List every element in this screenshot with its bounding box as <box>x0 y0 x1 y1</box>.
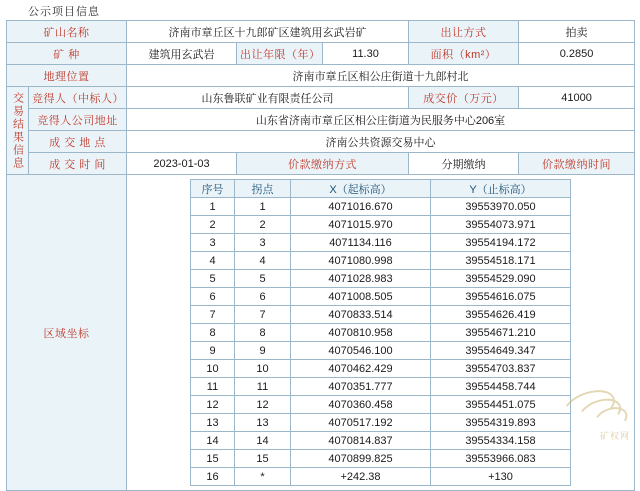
table-row-deal-place <box>7 131 635 153</box>
cell-no: 11 <box>191 378 235 396</box>
area-value: 0.2850 <box>519 43 635 65</box>
cell-y: 39554458.744 <box>431 378 571 396</box>
coordinates-header-point: 拐点 <box>235 180 291 198</box>
cell-x: 4071008.505 <box>291 288 431 306</box>
mine-name-value: 济南市章丘区十九郎矿区建筑用玄武岩矿 <box>127 21 409 43</box>
cell-point: 9 <box>235 342 291 360</box>
cell-point: 2 <box>235 216 291 234</box>
cell-y: 39554649.347 <box>431 342 571 360</box>
cell-x: 4070814.837 <box>291 432 431 450</box>
payment-mode-label: 价款缴纳方式 <box>237 153 409 175</box>
bidder-value: 山东鲁联矿业有限责任公司 <box>127 87 409 109</box>
project-info-table <box>6 20 635 491</box>
cell-no: 14 <box>191 432 235 450</box>
cell-y: 39554518.171 <box>431 252 571 270</box>
cell-no: 4 <box>191 252 235 270</box>
table-row <box>191 324 571 342</box>
cell-y: 39554194.172 <box>431 234 571 252</box>
deal-time-value: 2023-01-03 <box>127 153 237 175</box>
table-row <box>191 414 571 432</box>
term-label: 出让年限（年） <box>237 43 323 65</box>
cell-x: 4070899.825 <box>291 450 431 468</box>
cell-x: 4070546.100 <box>291 342 431 360</box>
cell-y: +130 <box>431 468 571 486</box>
payment-mode-value: 分期缴纳 <box>409 153 519 175</box>
deal-price-value: 41000 <box>519 87 635 109</box>
cell-y: 39554529.090 <box>431 270 571 288</box>
transfer-mode-value: 拍卖 <box>519 21 635 43</box>
table-row-deal-time <box>7 153 635 175</box>
cell-point: * <box>235 468 291 486</box>
coordinates-label: 区域坐标 <box>7 175 127 491</box>
cell-point: 8 <box>235 324 291 342</box>
coordinates-header-x: X（起标高） <box>291 180 431 198</box>
cell-point: 4 <box>235 252 291 270</box>
cell-x: +242.38 <box>291 468 431 486</box>
cell-x: 4070360.458 <box>291 396 431 414</box>
table-row-location <box>7 65 635 87</box>
cell-x: 4070833.514 <box>291 306 431 324</box>
cell-x: 4071028.983 <box>291 270 431 288</box>
cell-x: 4071134.116 <box>291 234 431 252</box>
cell-no: 2 <box>191 216 235 234</box>
coordinates-table <box>190 179 571 486</box>
deal-time-label: 成 交 时 间 <box>29 153 127 175</box>
table-row <box>191 306 571 324</box>
mine-name-label: 矿山名称 <box>7 21 127 43</box>
cell-point: 11 <box>235 378 291 396</box>
cell-no: 10 <box>191 360 235 378</box>
bidder-address-value: 山东省济南市章丘区相公庄街道为民服务中心206室 <box>127 109 635 131</box>
table-row <box>191 270 571 288</box>
cell-x: 4071016.670 <box>291 198 431 216</box>
table-row <box>191 342 571 360</box>
area-label: 面积（km²） <box>409 43 519 65</box>
deal-place-label: 成 交 地 点 <box>29 131 127 153</box>
cell-no: 16 <box>191 468 235 486</box>
cell-y: 39554671.210 <box>431 324 571 342</box>
cell-no: 1 <box>191 198 235 216</box>
cell-no: 3 <box>191 234 235 252</box>
deal-price-label: 成交价（万元） <box>409 87 519 109</box>
cell-no: 8 <box>191 324 235 342</box>
coordinates-header-no: 序号 <box>191 180 235 198</box>
cell-x: 4070351.777 <box>291 378 431 396</box>
cell-x: 4071015.970 <box>291 216 431 234</box>
table-row <box>191 234 571 252</box>
term-value: 11.30 <box>323 43 409 65</box>
table-row <box>191 360 571 378</box>
table-row <box>191 468 571 486</box>
cell-point: 6 <box>235 288 291 306</box>
cell-y: 39554451.075 <box>431 396 571 414</box>
cell-no: 13 <box>191 414 235 432</box>
cell-point: 15 <box>235 450 291 468</box>
coordinates-cell <box>127 175 635 491</box>
mineral-label: 矿 种 <box>7 43 127 65</box>
cell-point: 3 <box>235 234 291 252</box>
cell-no: 5 <box>191 270 235 288</box>
table-row <box>191 396 571 414</box>
table-row-mineral <box>7 43 635 65</box>
table-row <box>191 450 571 468</box>
cell-point: 5 <box>235 270 291 288</box>
cell-point: 10 <box>235 360 291 378</box>
cell-no: 12 <box>191 396 235 414</box>
bidder-address-label: 竞得人公司地址 <box>29 109 127 131</box>
table-row <box>191 198 571 216</box>
page-title: 公示项目信息 <box>28 6 100 18</box>
cell-point: 12 <box>235 396 291 414</box>
cell-y: 39554319.893 <box>431 414 571 432</box>
cell-point: 13 <box>235 414 291 432</box>
location-label: 地理位置 <box>7 65 127 87</box>
watermark-text: 矿权网 <box>599 431 630 441</box>
coordinates-header-y: Y（止标高） <box>431 180 571 198</box>
table-row-coordinates <box>7 175 635 491</box>
table-row-bidder <box>7 87 635 109</box>
table-row <box>191 378 571 396</box>
coordinates-header-row <box>191 180 571 198</box>
cell-x: 4070810.958 <box>291 324 431 342</box>
transfer-mode-label: 出让方式 <box>409 21 519 43</box>
cell-y: 39554626.419 <box>431 306 571 324</box>
location-value: 济南市章丘区相公庄街道十九郎村北 <box>127 65 635 87</box>
cell-y: 39554616.075 <box>431 288 571 306</box>
bidder-label: 竞得人（中标人） <box>29 87 127 109</box>
deal-place-value: 济南公共资源交易中心 <box>127 131 635 153</box>
cell-y: 39554703.837 <box>431 360 571 378</box>
cell-point: 14 <box>235 432 291 450</box>
cell-x: 4070462.429 <box>291 360 431 378</box>
table-row <box>191 252 571 270</box>
cell-y: 39554073.971 <box>431 216 571 234</box>
cell-y: 39553970.050 <box>431 198 571 216</box>
cell-point: 7 <box>235 306 291 324</box>
cell-y: 39554334.158 <box>431 432 571 450</box>
table-row-mine-name <box>7 21 635 43</box>
cell-point: 1 <box>235 198 291 216</box>
cell-no: 9 <box>191 342 235 360</box>
cell-no: 7 <box>191 306 235 324</box>
table-row <box>191 288 571 306</box>
mineral-value: 建筑用玄武岩 <box>127 43 237 65</box>
cell-x: 4071080.998 <box>291 252 431 270</box>
payment-time-label: 价款缴纳时间 <box>519 153 635 175</box>
coordinates-body <box>191 198 571 486</box>
cell-x: 4070517.192 <box>291 414 431 432</box>
table-row-bidder-address <box>7 109 635 131</box>
deal-result-group-label: 交易结果信息 <box>7 87 29 175</box>
cell-y: 39553966.083 <box>431 450 571 468</box>
table-row <box>191 216 571 234</box>
cell-no: 15 <box>191 450 235 468</box>
cell-no: 6 <box>191 288 235 306</box>
table-row <box>191 432 571 450</box>
